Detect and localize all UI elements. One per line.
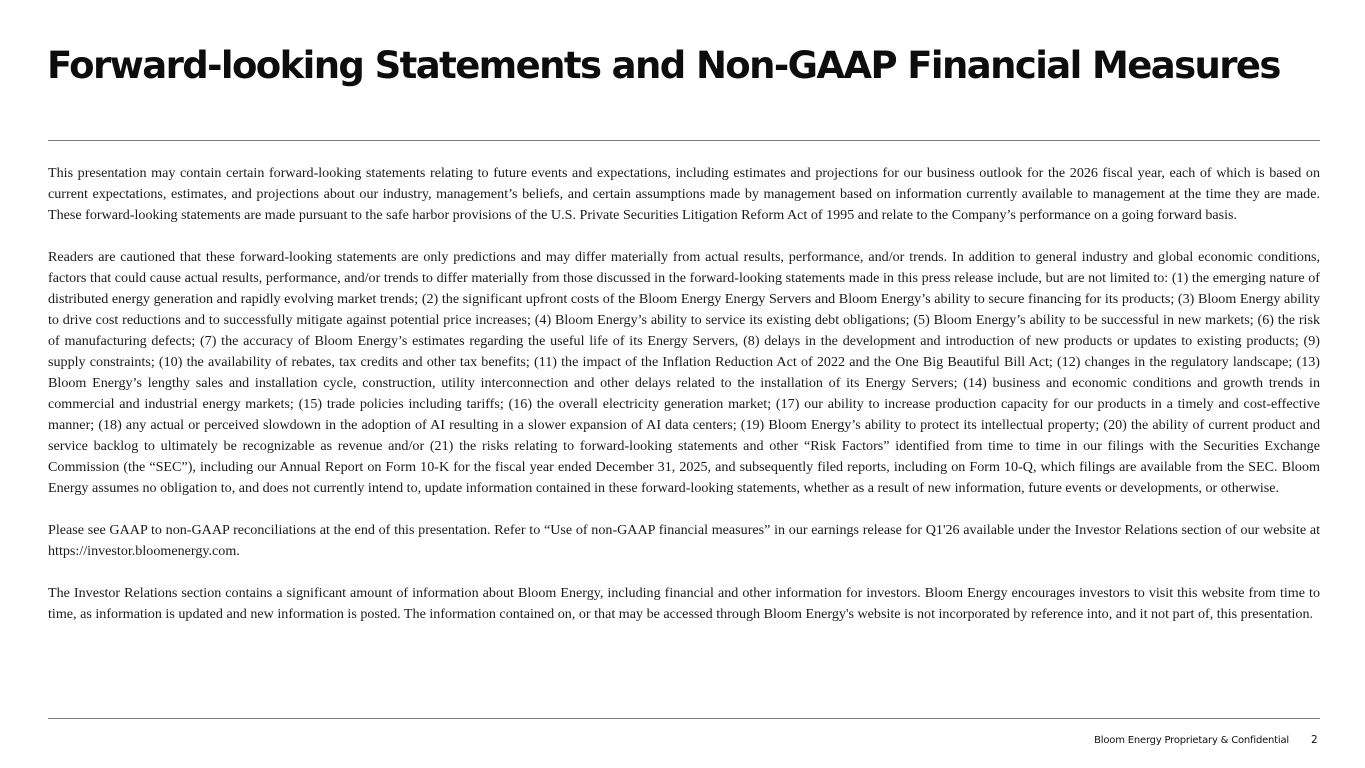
paragraph-investor-relations: The Investor Relations section contains a significant amount of information about Bloom Energy, including financial and other information for investors. Bloom Energy encourages investors to visit this website from time to time, as information is updated and new information is posted. The information contained on, or that may be accessed through Bloom Energy's website is not incorporated by reference into, and it not part of, this presentation.	[48, 585, 1320, 622]
paragraph-risk-factors: Readers are cautioned that these forward-looking statements are only predictions and may differ materially from actual results, performance, and/or trends. In addition to general industry and global economic conditions, factors that could cause actual results, performance, and/or trends to differ materially from those discussed in the forward-looking statements made in this press release include, but are not limited to: (1) the emerging nature of distributed energy generation and rapidly evolving market trends; (2) the significant upfront costs of the Bloom Energy Energy Servers and Bloom Energy’s ability to secure financing for its products; (3) Bloom Energy ability to drive cost reductions and to successfully mitigate against potential price increases; (4) Bloom Energy’s ability to service its existing debt obligations; (5) Bloom Energy’s ability to be successful in new markets; (6) the risk of manufacturing defects; (7) the accuracy of Bloom Energy’s estimates regarding the useful life of its Energy Servers, (8) delays in the development and introduction of new products or updates to existing products; (9) supply constraints; (10) the availability of rebates, tax credits and other tax benefits; (11) the impact of the Inflation Reduction Act of 2022 and the One Big Beautiful Bill Act; (12) changes in the regulatory landscape; (13) Bloom Energy’s lengthy sales and installation cycle, construction, utility interconnection and other delays related to the installation of its Energy Servers; (14) business and economic conditions and growth trends in commercial and industrial energy markets; (15) trade policies including tariffs; (16) the overall electricity generation market; (17) our ability to increase production capacity for our products in a timely and cost-effective manner; (18) any actual or perceived slowdown in the adoption of AI resulting in a slower expansion of AI data centers; (19) Bloom Energy’s ability to protect its intellectual property; (20) the ability of current product and service backlog to ultimately be recognizable as revenue and/or (21) the risks relating to forward-looking statements and other “Risk Factors” identified from time to time in our filings with the Securities Exchange Commission (the “SEC”), including our Annual Report on Form 10-K for the fiscal year ended December 31, 2025, and subsequently filed reports, including on Form 10-Q, which filings are available from the SEC. Bloom Energy assumes no obligation to, and does not currently intend to, update information contained in these forward-looking statements, whether as a result of new information, future events or developments, or otherwise.	[48, 249, 1320, 496]
footer-confidential-label: Bloom Energy Proprietary & Confidential	[1094, 735, 1289, 746]
page-number: 2	[1311, 734, 1318, 746]
paragraph-forward-looking-intro: This presentation may contain certain forward-looking statements relating to future events and expectations, including estimates and projections for our business outlook for the 2026 fiscal year, each of which is based on current expectations, estimates, and projections about our industry, management’s beliefs, and certain assumptions made by management based on information currently available to management at the time they are made. These forward-looking statements are made pursuant to the safe harbor provisions of the U.S. Private Securities Litigation Reform Act of 1995 and relate to the Company’s performance on a going forward basis.	[48, 165, 1320, 223]
top-divider	[48, 140, 1320, 141]
disclaimer-body	[48, 163, 1320, 625]
paragraph-non-gaap: Please see GAAP to non-GAAP reconciliations at the end of this presentation. Refer to “Use of non-GAAP financial measures” in our earnings release for Q1'26 available under the Investor Relations section of our website at https://investor.bloomenergy.com.	[48, 522, 1320, 559]
slide-title: Forward-looking Statements and Non-GAAP Financial Measures	[47, 44, 1280, 87]
bottom-divider	[48, 718, 1320, 719]
